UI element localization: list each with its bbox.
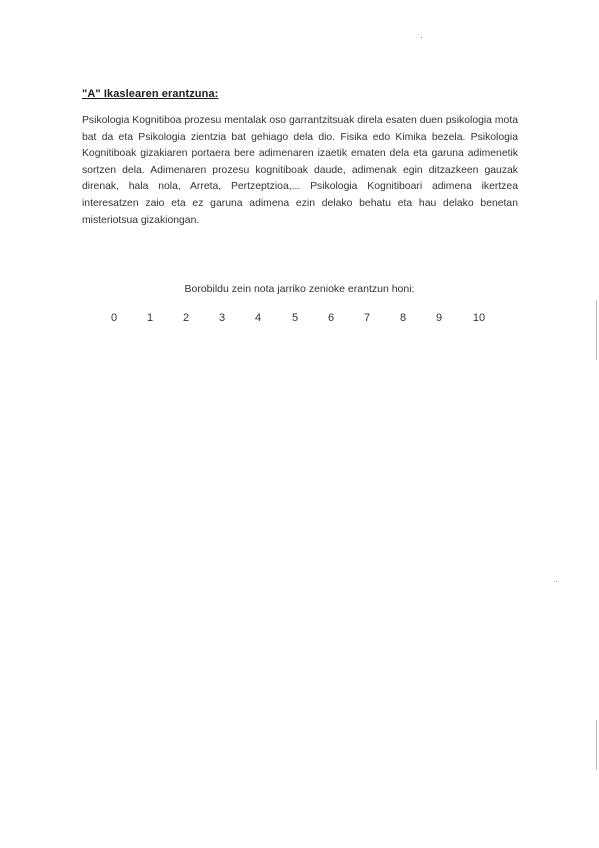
- answer-text: Psikologia Kognitiboa prozesu mentalak oso garrantzitsuak direla esaten duen psikologia mota bat da eta Psikologia zientzia bat gehiago dela dio. Fisika edo Kimika bezela. Psikologia Kognitiboak gizakiaren portaera bere adimenaren izaetik ematen dela eta garuna adimenetik sortzen dela. Adimenaren prozesu kognitiboak daude, adimenak egin ditzazkeen gauzak direnak, hala nola, Arreta, Pertzeptzioa,... Psikologia Kognitiboari adimena ikertzea interesatzen zaio eta ez garuna adimena ezin delako behatu eta hau delako benetan misteriotsua gizakiongan.: [82, 115, 518, 226]
- scan-edge-mark: [596, 300, 597, 360]
- grade-option-8[interactable]: 8: [399, 312, 407, 324]
- answer-heading: "A" Ikaslearen erantzuna:: [82, 88, 219, 100]
- grade-option-1[interactable]: 1: [146, 312, 154, 324]
- scan-speck: [421, 37, 422, 38]
- grading-instruction: Borobildu zein nota jarriko zenioke erantzun honi:: [184, 283, 415, 295]
- grade-option-0[interactable]: 0: [110, 312, 118, 324]
- grade-option-5[interactable]: 5: [291, 312, 299, 324]
- grade-option-10[interactable]: 10: [472, 312, 486, 324]
- scan-speck: [556, 581, 557, 582]
- grade-option-2[interactable]: 2: [182, 312, 190, 324]
- grade-option-4[interactable]: 4: [254, 312, 262, 324]
- scan-edge-mark: [596, 720, 597, 770]
- grade-option-7[interactable]: 7: [363, 312, 371, 324]
- grade-scale: [0, 312, 599, 328]
- grade-option-3[interactable]: 3: [218, 312, 226, 324]
- grade-option-9[interactable]: 9: [435, 312, 443, 324]
- grade-option-6[interactable]: 6: [327, 312, 335, 324]
